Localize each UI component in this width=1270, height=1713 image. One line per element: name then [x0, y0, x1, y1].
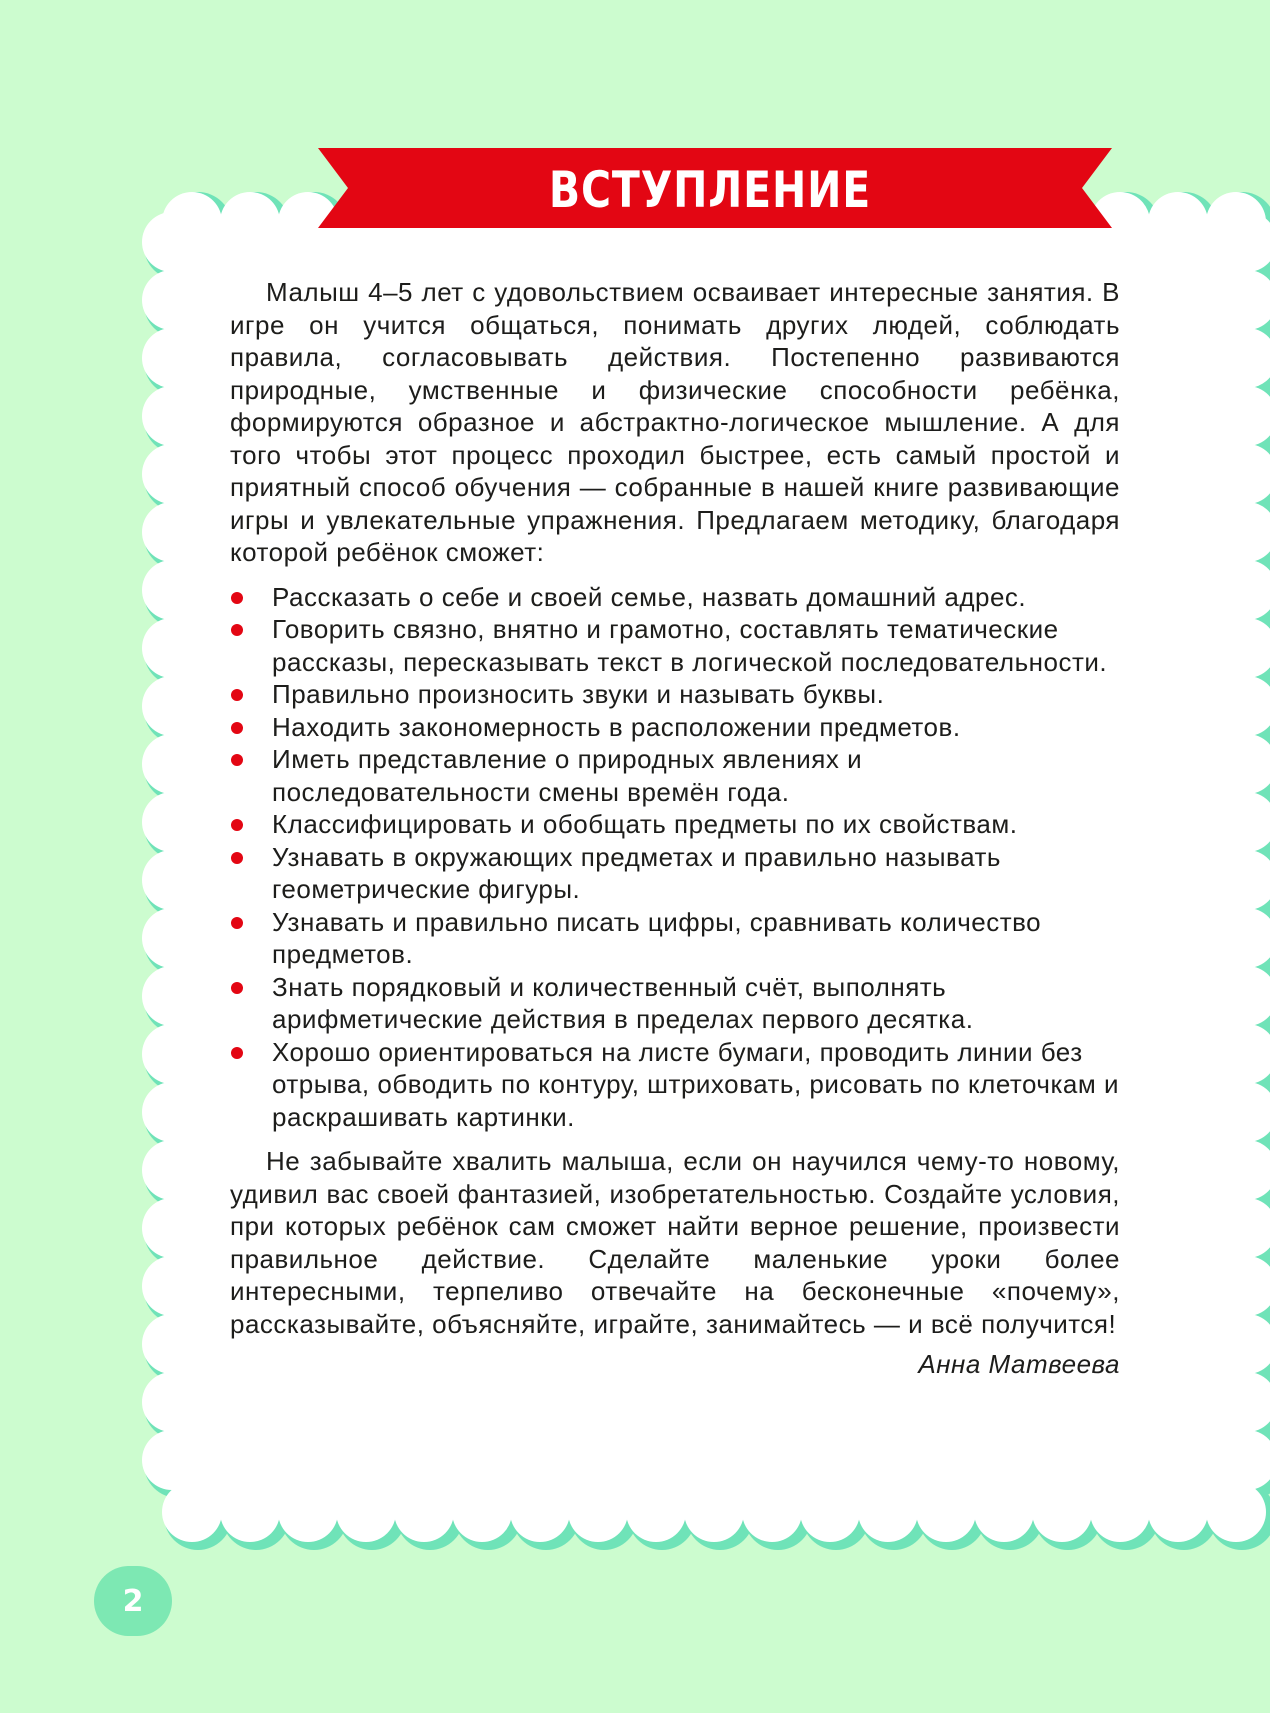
- bullet-icon: [231, 852, 243, 864]
- page-title: ВСТУПЛЕНИЕ: [548, 161, 872, 219]
- bullet-icon: [231, 722, 243, 734]
- skills-list: [230, 581, 1120, 1134]
- bullet-icon: [231, 592, 243, 604]
- bullet-icon: [231, 982, 243, 994]
- bullet-icon: [231, 624, 243, 636]
- list-item: Узнавать в окружающих предметах и правильно называть геометрические фигуры.: [230, 841, 1120, 906]
- bullet-icon: [231, 917, 243, 929]
- page-number: 2: [94, 1566, 172, 1636]
- list-item: Классифицировать и обобщать предметы по их свойствам.: [230, 808, 1120, 841]
- intro-content: [230, 276, 1120, 1381]
- list-item: Говорить связно, внятно и грамотно, составлять тематические рассказы, пересказывать текст в логической последовательности.: [230, 613, 1120, 678]
- closing-paragraph: Не забывайте хвалить малыша, если он научился чему-то новому, удивил вас своей фантазией, изобретательностью. Создайте условия, при которых ребёнок сам сможет найти верное решение, произвести правильное действие. Сделайте маленькие уроки более интересными, терпеливо отвечайте на бесконечные «почему», рассказывайте, объясняйте, играйте, занимайтесь — и всё получится!: [230, 1146, 1120, 1339]
- bullet-icon: [231, 1047, 243, 1059]
- list-item: Находить закономерность в расположении предметов.: [230, 711, 1120, 744]
- list-item: Иметь представление о природных явлениях и последовательности смены времён года.: [230, 743, 1120, 808]
- list-item: Хорошо ориентироваться на листе бумаги, проводить линии без отрыва, обводить по контуру, штриховать, рисовать по клеточкам и раскрашивать картинки.: [230, 1036, 1120, 1134]
- bullet-icon: [231, 689, 243, 701]
- list-item: Рассказать о себе и своей семье, назвать домашний адрес.: [230, 581, 1120, 614]
- intro-paragraph: Малыш 4–5 лет с удовольствием осваивает интересные занятия. В игре он учится общаться, понимать других людей, соблюдать правила, согласовывать действия. Постепенно развиваются природные, умственные и физические способности ребёнка, формируются образное и абстрактно-логическое мышление. А для того чтобы этот процесс проходил быстрее, есть самый простой и приятный способ обучения — собранные в нашей книге развивающие игры и увлекательные упражнения. Предлагаем методику, благодаря которой ребёнок сможет:: [230, 277, 1120, 567]
- list-item: Узнавать и правильно писать цифры, сравнивать количество предметов.: [230, 906, 1120, 971]
- bullet-icon: [231, 754, 243, 766]
- list-item: Знать порядковый и количественный счёт, выполнять арифметические действия в пределах первого десятка.: [230, 971, 1120, 1036]
- author-signature: Анна Матвеева: [918, 1349, 1120, 1379]
- list-item: Правильно произносить звуки и называть буквы.: [230, 678, 1120, 711]
- bullet-icon: [231, 819, 243, 831]
